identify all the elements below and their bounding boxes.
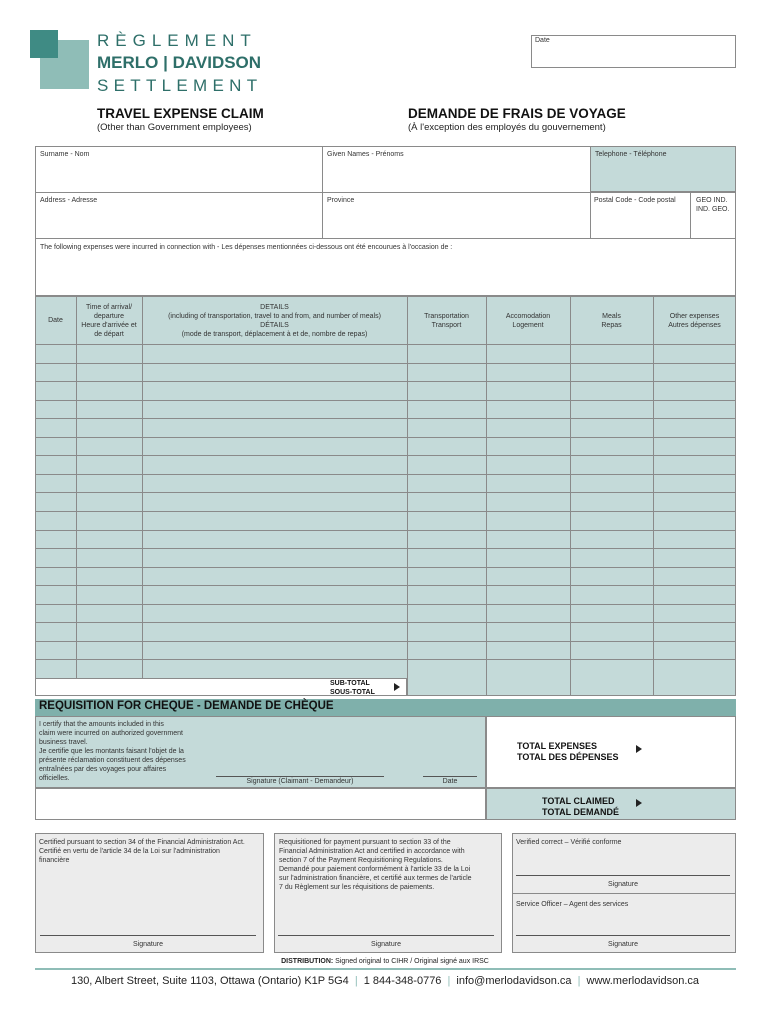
cert-line-4: Je certifie que les montants faisant l'objet de la [39,748,184,755]
box1-signature-label: Signature [133,941,163,948]
given-names-label: Given Names - Prénoms [327,151,404,158]
col-date-header: Date [48,317,63,324]
claimant-signature-line[interactable] [216,776,384,777]
table-row[interactable] [35,418,736,437]
col-transport-header-2: Transport [431,322,462,329]
col-details-header-1: DETAILS [260,304,289,311]
box3-line-1: Verified correct – Vérifié conforme [516,839,622,846]
requisition-heading: REQUISITION FOR CHEQUE - DEMANDE DE CHÈQUE [39,700,334,712]
footer-website[interactable]: www.merlodavidson.ca [586,975,700,987]
footer-separator: | [447,975,451,987]
logo-line-2: MERLO | DAVIDSON [97,53,262,72]
footer-email[interactable]: info@merlodavidson.ca [456,975,572,987]
box3-signature-line-1[interactable] [516,875,730,876]
claimant-signature-label: Signature (Claimant - Demandeur) [246,778,354,785]
table-row[interactable] [35,604,736,623]
table-row[interactable] [35,437,736,456]
postal-code-label: Postal Code - Code postal [594,197,676,204]
cert-line-6: entraînées par des voyages pour affaires [39,766,167,773]
address-label: Address - Adresse [40,197,98,204]
table-row[interactable] [35,641,736,660]
claimant-date-label: Date [442,778,458,785]
box3-signature-label-2: Signature [608,941,638,948]
subtotal-label-2: SOUS-TOTAL [330,689,375,696]
logo-square-dark [30,30,58,58]
claimant-date-line[interactable] [423,776,477,777]
footer-separator: | [577,975,581,987]
box2-line-1: Requisitioned for payment pursuant to section 33 of the [279,839,451,846]
cert-line-2: claim were incurred on authorized government [39,730,183,737]
logo-line-3: SETTLEMENT [97,76,263,95]
total-expenses-label-1: TOTAL EXPENSES [517,741,598,751]
col-time-header-3: Heure d'arrivée et [81,322,137,329]
footer-separator: | [354,975,358,987]
geo-label-2: IND. GEO. [696,206,730,213]
title-fr: DEMANDE DE FRAIS DE VOYAGE [408,106,626,121]
province-label: Province [327,197,355,204]
distribution-note [0,958,770,965]
total-claimed-label-2: TOTAL DEMANDÉ [542,807,620,817]
footer-address: 130, Albert Street, Suite 1103, Ottawa (Ontario) K1P 5G4 [70,975,349,987]
box1-signature-line[interactable] [40,935,256,936]
table-row[interactable] [35,363,736,382]
table-row[interactable] [35,622,736,641]
subtitle-en: (Other than Government employees) [97,122,252,133]
subtotal-arrow-icon [394,683,400,691]
col-other-header-2: Autres dépenses [668,322,721,329]
col-details-header-4: (mode de transport, déplacement à et de, nombre de repas) [181,331,368,338]
box2-line-3: section 7 of the Payment Requisitioning Regulations. [279,857,443,864]
cert-line-7: officielles. [39,775,70,782]
total-claimed-arrow-icon [636,799,642,807]
geo-label-1: GEO IND. [696,197,728,204]
table-row[interactable] [35,511,736,530]
table-row[interactable] [35,567,736,586]
province-field[interactable] [322,192,590,238]
telephone-label: Telephone - Téléphone [595,151,667,158]
cert-line-1: I certify that the amounts included in this [39,721,164,728]
distribution-label: DISTRIBUTION: [281,958,334,965]
table-row[interactable] [35,400,736,419]
table-row[interactable] [35,474,736,493]
table-row[interactable] [35,492,736,511]
date-field[interactable] [531,35,736,68]
table-row[interactable] [35,659,736,678]
total-expenses-arrow-icon [636,745,642,753]
col-accom-header-1: Accomodation [505,313,551,320]
table-row[interactable] [35,585,736,604]
col-meals-header-2: Repas [601,322,622,329]
col-time-header-2: departure [94,313,124,320]
box2-line-4: Demandé pour paiement conformément à l'article 33 de la Loi [279,866,471,873]
box2-line-5: sur l'administration financière, et certifié aux termes de l'article [279,875,472,882]
total-claimed-label-1: TOTAL CLAIMED [542,796,615,806]
box2-signature-label: Signature [371,941,401,948]
logo-line-1: RÈGLEMENT [97,31,257,50]
table-row[interactable] [35,530,736,549]
col-details-header-2: (including of transportation, travel to and from, and number of meals) [168,313,381,320]
cert-line-5: présente réclamation constituent des dépenses [39,757,186,764]
box2-line-2: Financial Administration Act and certified in accordance with [279,848,465,855]
box3-signature-line-2[interactable] [516,935,730,936]
total-expenses-label-2: TOTAL DES DÉPENSES [517,752,619,762]
footer-phone: 1 844-348-0776 [363,975,442,987]
col-time-header-4: de départ [94,331,124,338]
surname-label: Surname - Nom [40,151,90,158]
col-accom-header-2: Logement [512,322,544,329]
box3-signature-label-1: Signature [608,881,638,888]
date-label: Date [535,37,550,44]
distribution-text: Signed original to CIHR / Original signé aux IRSC [333,958,489,965]
box2-line-6: 7 du Règlement sur les réquisitions de paiements. [279,884,435,891]
box1-line-2: Certifié en vertu de l'article 34 de la Loi sur l'administration [39,848,220,855]
total-claimed-left-cell [35,788,486,820]
col-details-header-3: DÉTAILS [260,322,289,329]
table-row[interactable] [35,381,736,400]
col-transport-header-1: Transportation [424,313,469,320]
box2-signature-line[interactable] [278,935,494,936]
cert-line-3: business travel. [39,739,88,746]
col-time-header-1: Time of arrival/ [85,304,133,311]
footer-contact [0,975,770,987]
box1-line-3: financière [39,857,70,864]
col-other-header-1: Other expenses [669,313,720,320]
col-meals-header-1: Meals [602,313,621,320]
box1-line-1: Certified pursuant to section 34 of the Financial Administration Act. [39,839,245,846]
box3-officer-label: Service Officer – Agent des services [516,901,629,908]
table-row[interactable] [35,455,736,474]
purpose-label: The following expenses were incurred in connection with - Les dépenses mentionnées ci-dessous ont été encourues à l'occasion de : [40,244,453,251]
footer-divider [35,968,736,970]
table-row[interactable] [35,344,736,363]
subtotal-label-1: SUB-TOTAL [330,680,370,687]
title-en: TRAVEL EXPENSE CLAIM [97,106,264,121]
subtitle-fr: (À l'exception des employés du gouvernement) [408,122,606,133]
table-row[interactable] [35,548,736,567]
